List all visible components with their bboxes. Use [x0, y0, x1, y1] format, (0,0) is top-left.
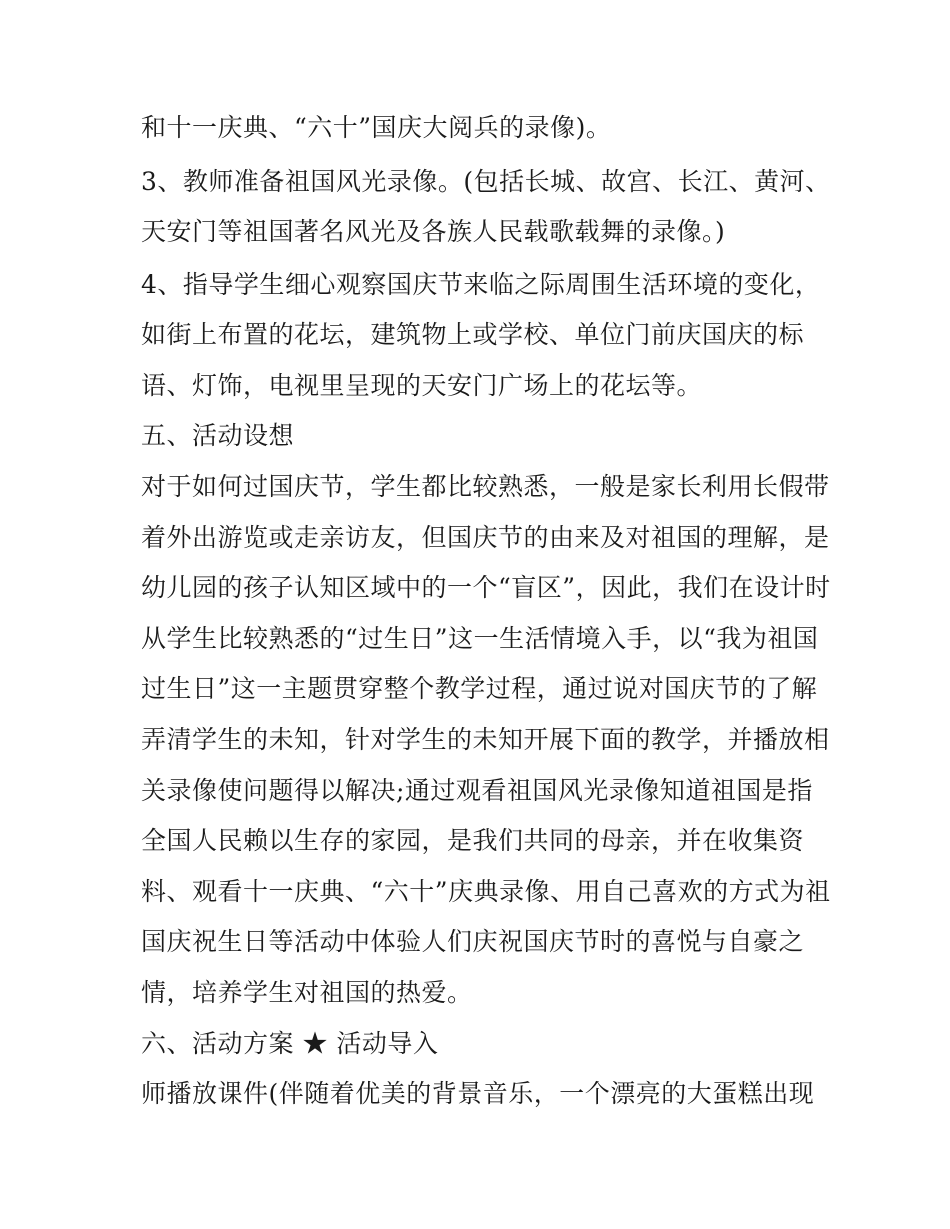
- section-heading: 六、活动方案 ★ 活动导入: [141, 1029, 439, 1058]
- text-line: 情，培养学生对祖国的热爱。: [141, 978, 473, 1007]
- section-heading: 五、活动设想: [141, 421, 295, 450]
- text-line: 语、灯饰，电视里呈现的天安门广场上的花坛等。: [141, 371, 703, 400]
- text-line: 如街上布置的花坛，建筑物上或学校、单位门前庆国庆的标: [141, 320, 805, 349]
- text-line: 和十一庆典、“六十”国庆大阅兵的录像)。: [141, 113, 612, 142]
- text-line: 3、教师准备祖国风光录像。(包括长城、故宫、长江、黄河、: [141, 167, 831, 196]
- text-line: 着外出游览或走亲访友，但国庆节的由来及对祖国的理解，是: [141, 523, 830, 552]
- text-line: 从学生比较熟悉的“过生日”这一生活情境入手，以“我为祖国: [141, 624, 819, 653]
- text-line: 料、观看十一庆典、“六十”庆典录像、用自己喜欢的方式为祖: [141, 877, 831, 906]
- text-line: 国庆祝生日等活动中体验人们庆祝国庆节时的喜悦与自豪之: [141, 927, 805, 956]
- text-line: 关录像使问题得以解决;通过观看祖国风光录像知道祖国是指: [141, 776, 813, 805]
- text-line: 对于如何过国庆节，学生都比较熟悉，一般是家长利用长假带: [141, 472, 830, 501]
- text-line: 师播放课件(伴随着优美的背景音乐，一个漂亮的大蛋糕出现: [141, 1079, 815, 1108]
- text-line: 4、指导学生细心观察国庆节来临之际周围生活环境的变化，: [141, 270, 821, 299]
- text-line: 幼儿园的孩子认知区域中的一个“盲区”，因此，我们在设计时: [141, 573, 831, 602]
- text-line: 过生日”这一主题贯穿整个教学过程，通过说对国庆节的了解: [141, 674, 818, 703]
- text-line: 天安门等祖国著名风光及各族人民载歌载舞的录像。): [141, 217, 726, 246]
- text-line: 弄清学生的未知，针对学生的未知开展下面的教学，并播放相: [141, 725, 830, 754]
- text-line: 全国人民赖以生存的家园，是我们共同的母亲，并在收集资: [141, 826, 805, 855]
